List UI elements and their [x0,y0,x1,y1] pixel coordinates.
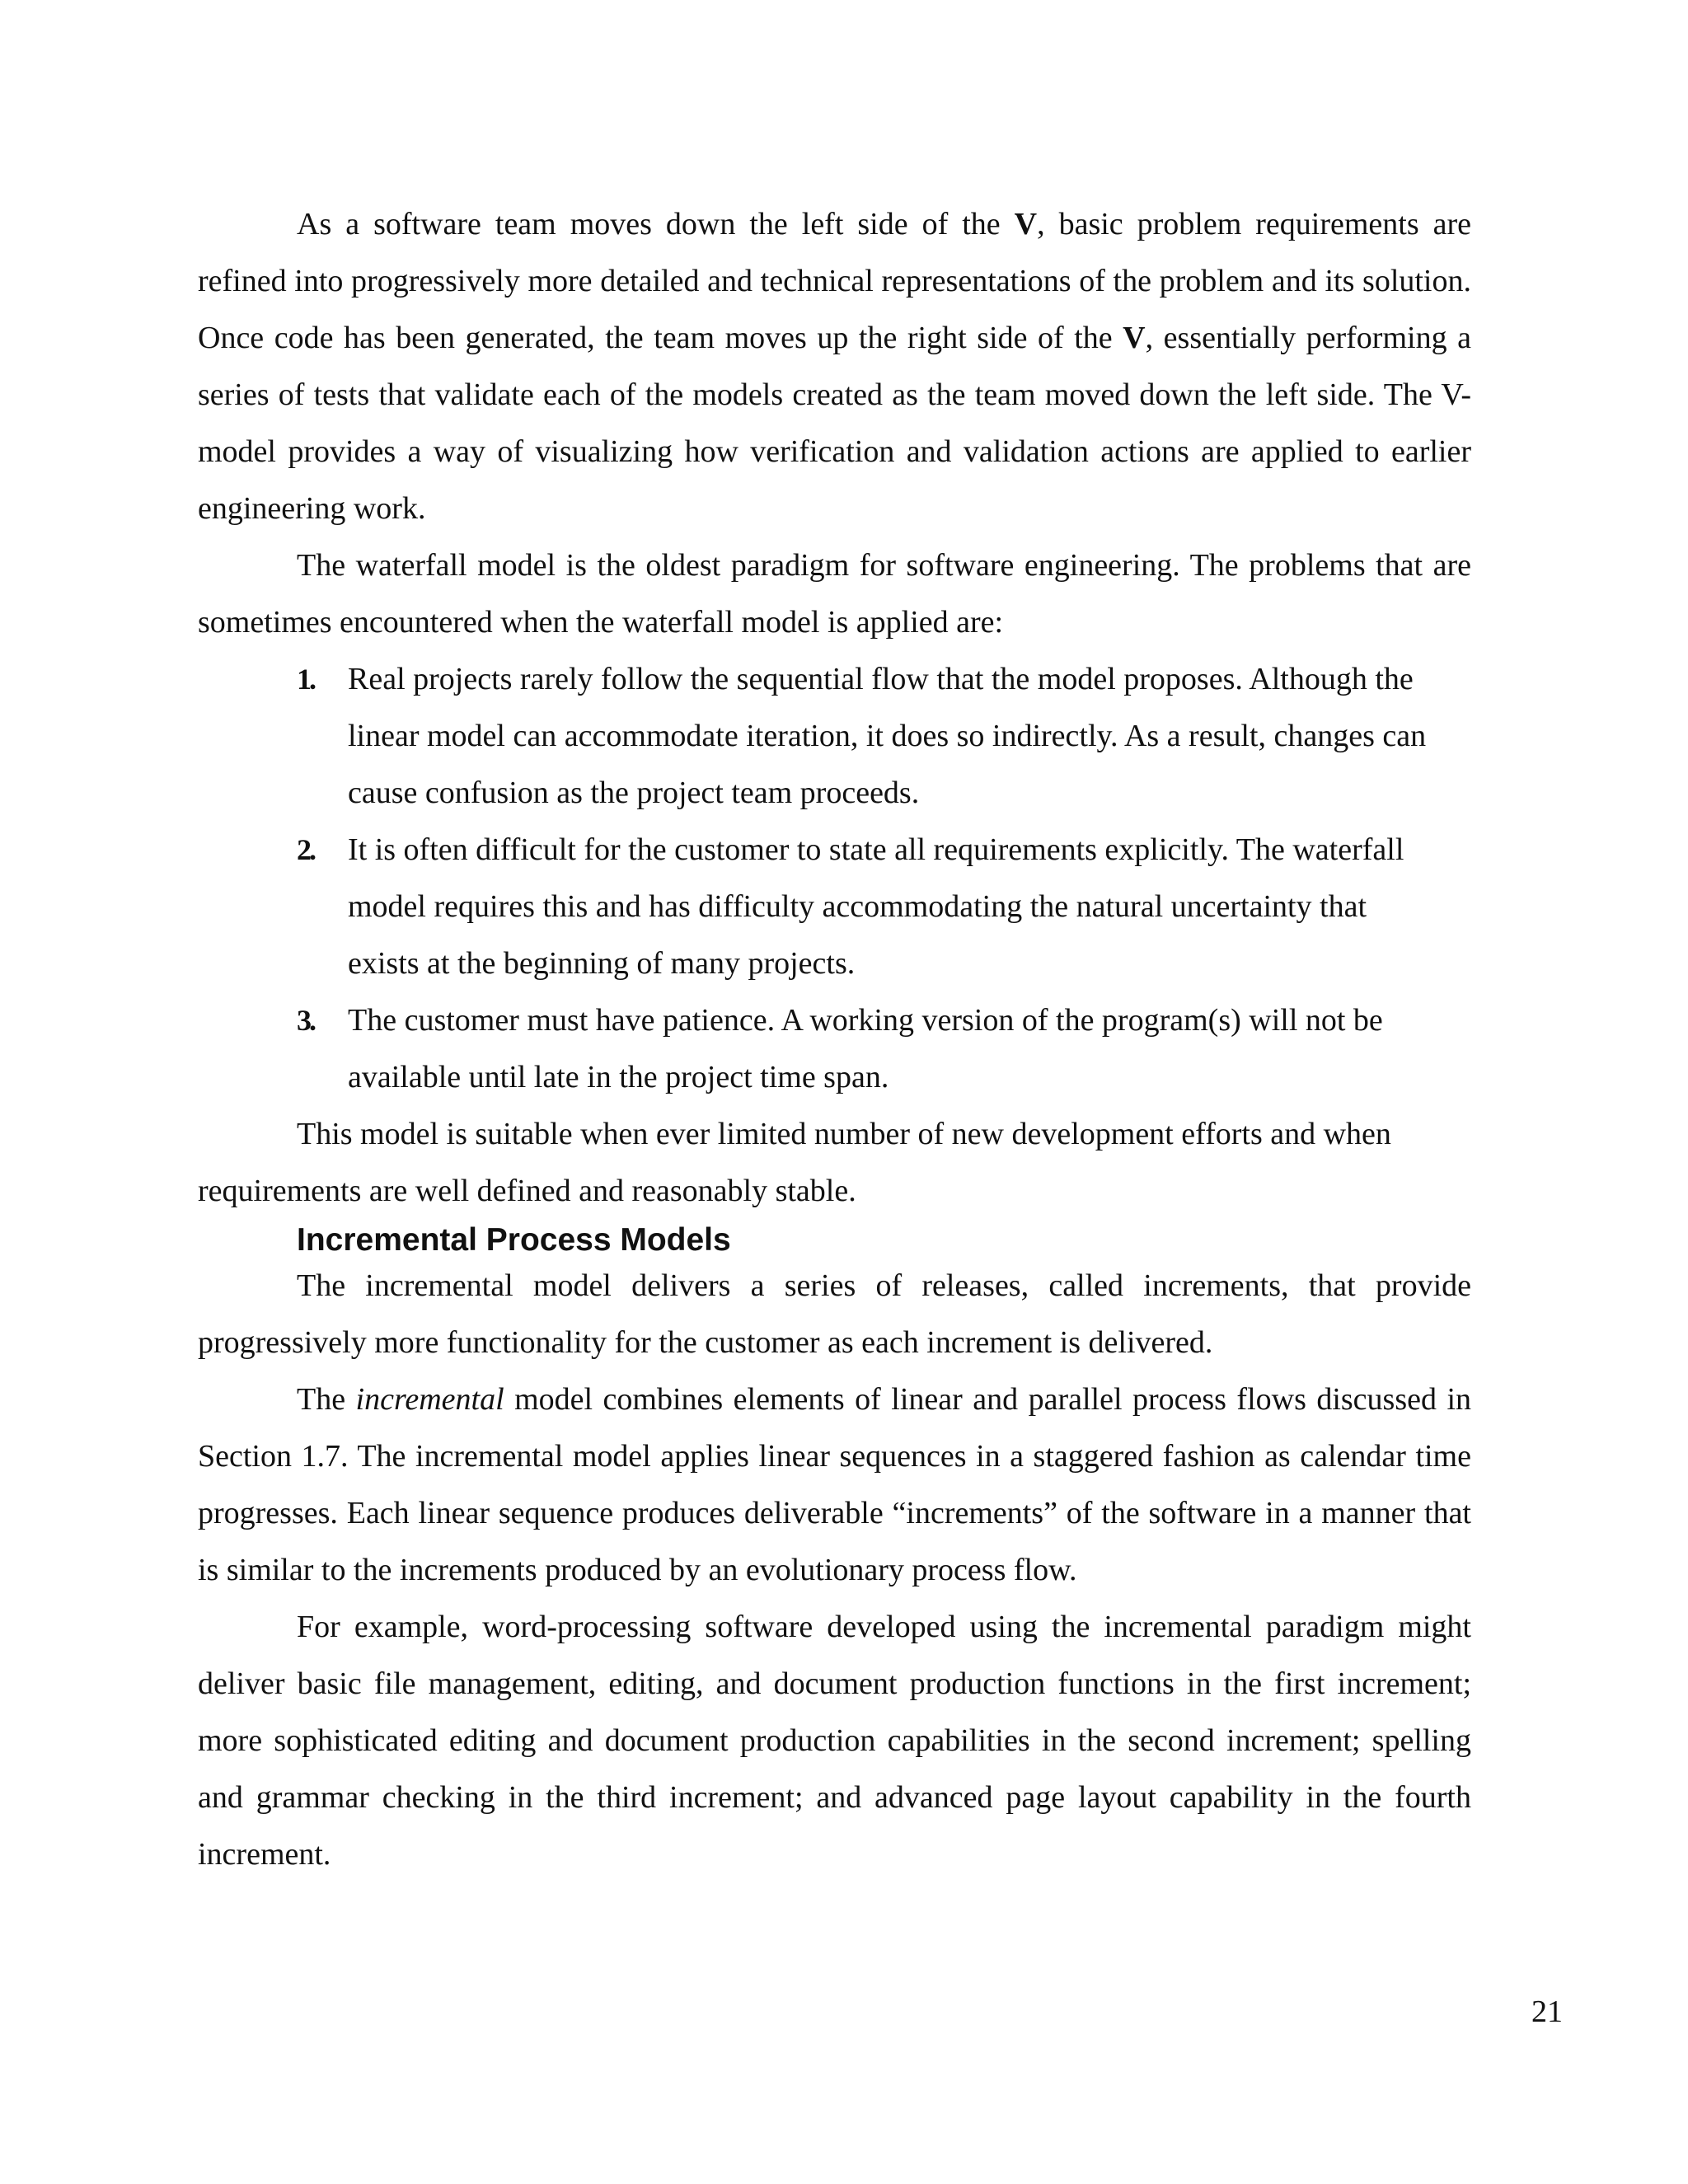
paragraph-waterfall-intro: The waterfall model is the oldest paradigm for software engineering. The problems that are sometimes encountered when the waterfall model is applied are: [198,548,1471,640]
page-number: 21 [1531,1994,1563,2029]
paragraph-incremental-model-text-2: model combines elements of linear and parallel process flows discussed in Section 1.7. The incremental model applies linear sequences in a staggered fashion as calendar time progresses. Each linear sequence produces deliverable “increments” of the software in a manner that is similar to the increments produced by an evolutionary process flow. [198,1382,1471,1587]
list-item-number: 1. [297,663,314,696]
paragraph-incremental-intro: The incremental model delivers a series of releases, called increments, that provide progressively more functionality for the customer as each increment is delivered. [198,1268,1471,1360]
paragraph-suitability: This model is suitable when ever limited number of new development efforts and when requirements are well defined and reasonably stable. [198,1117,1391,1208]
list-item-text: Real projects rarely follow the sequential flow that the model proposes. Although the linear model can accommodate iteration, it does so indirectly. As a result, changes can cause confusion as the project team proceeds. [348,662,1427,810]
paragraph-incremental-model [198,1371,1471,1599]
list-item-text: The customer must have patience. A working version of the program(s) will not be available until late in the project time span. [348,1003,1383,1094]
list-item-number: 2. [297,833,314,866]
waterfall-problems-list [198,651,1471,1106]
list-item [297,651,1428,822]
paragraph-v-model-text-3: , essentially performing a series of tests that validate each of the models created as the team moved down the left side. The V-model provides a way of visualizing how verification and validation actions are applied to earlier engineering work. [198,321,1471,526]
page-body [198,196,1471,1883]
list-item [297,992,1428,1106]
bold-v: V [1123,321,1146,355]
paragraph-v-model [198,196,1471,537]
list-item [297,822,1428,992]
list-item-text: It is often difficult for the customer to state all requirements explicitly. The waterfall model requires this and has difficulty accommodating the natural uncertainty that exists at the beginning of many projects. [348,832,1404,981]
paragraph-example: For example, word-processing software developed using the incremental paradigm might deliver basic file management, editing, and document production functions in the first increment; more sophisticated editing and document production capabilities in the second increment; spelling and grammar checking in the third increment; and advanced page layout capability in the fourth increment. [198,1610,1471,1872]
list-item-number: 3. [297,1004,314,1037]
paragraph-v-model-text-2: , basic problem requirements are refined into progressively more detailed and technical representations of the problem and its solution. Once code has been generated, the team moves up the right side of the [198,207,1472,355]
bold-v: V [1014,207,1038,241]
italic-term: incremental [355,1382,504,1417]
paragraph-incremental-model-text-1: The [297,1382,356,1417]
paragraph-v-model-text-1: As a software team moves down the left side of the [297,207,1015,241]
section-heading: Incremental Process Models [297,1222,731,1258]
